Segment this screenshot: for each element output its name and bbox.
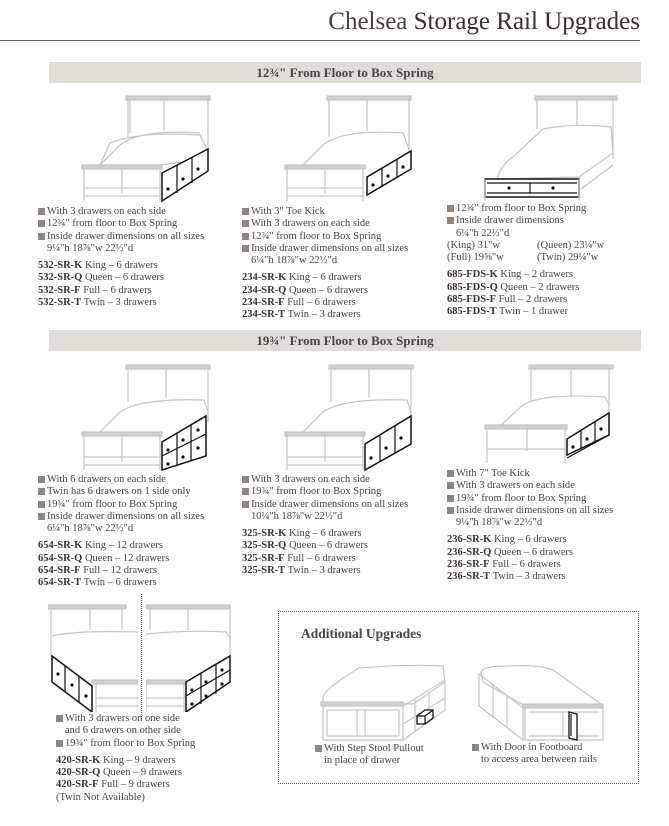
- model-code: 685-FDS-K: [447, 269, 498, 281]
- model-item: 532-SR-Q Queen – 6 drawers: [38, 272, 164, 284]
- bullet-square-icon: [56, 715, 63, 722]
- model-item: 532-SR-K King – 6 drawers: [38, 260, 158, 272]
- feature-item: 12¾" from floor to Box Spring: [38, 218, 204, 230]
- model-item: 685-FDS-T Twin – 1 drawer: [447, 306, 568, 318]
- model-code: 234-SR-F: [242, 297, 285, 309]
- split-divider: [141, 594, 142, 719]
- bullet-square-icon: [447, 482, 454, 489]
- product-236-details: [447, 468, 613, 584]
- feature-continuation: to access area between rails: [481, 754, 598, 766]
- page-title: [328, 8, 640, 36]
- bullet-square-icon: [242, 488, 249, 495]
- model-item: 685-FDS-Q Queen – 2 drawers: [447, 281, 580, 293]
- model-code: 420-SR-F: [56, 779, 99, 791]
- bed-illustration-236: [483, 355, 623, 465]
- model-item: 236-SR-K King – 6 drawers: [447, 534, 567, 546]
- title-main: Storage Rail Upgrades: [413, 8, 640, 35]
- product-685-details: [447, 203, 627, 319]
- bed-illustration-420-left: [48, 602, 138, 712]
- model-item: 420-SR-K King – 9 drawers: [56, 754, 176, 766]
- drawer-dimensions: 9¼"h 18⅞"w 22½"d: [456, 517, 543, 529]
- model-item: 325-SR-T Twin – 3 drawers: [242, 565, 361, 577]
- product-420-details: [56, 713, 195, 804]
- model-list: [242, 528, 408, 577]
- model-item: 236-SR-T Twin – 3 drawers: [447, 571, 566, 583]
- feature-item: With 6 drawers on each side: [38, 474, 204, 486]
- model-item: 654-SR-K King – 12 drawers: [38, 540, 163, 552]
- bullet-square-icon: [447, 507, 454, 514]
- title-divider: [0, 40, 640, 41]
- model-item: 685-FDS-F Full – 2 drawers: [447, 294, 568, 306]
- feature-continuation: in place of drawer: [324, 755, 401, 767]
- bullet-square-icon: [38, 513, 45, 520]
- feature-item: Twin has 6 drawers on 1 side only: [38, 486, 204, 498]
- model-code: 685-FDS-T: [447, 306, 497, 318]
- feature-item: Inside drawer dimensions on all sizes: [38, 231, 204, 243]
- model-code: 325-SR-T: [242, 565, 286, 577]
- footboard-door-illustration: [477, 662, 607, 742]
- bed-illustration-532: [80, 93, 220, 203]
- product-234-details: [242, 206, 408, 322]
- model-list: [56, 755, 195, 804]
- model-item: 325-SR-F Full – 6 drawers: [242, 552, 356, 564]
- model-list: [242, 272, 408, 321]
- feature-item: With 3 drawers on one side: [56, 713, 195, 725]
- model-item: 234-SR-F Full – 6 drawers: [242, 297, 356, 309]
- model-code: 654-SR-T: [38, 577, 82, 589]
- model-code: 234-SR-T: [242, 309, 286, 321]
- model-item: 532-SR-T Twin – 3 drawers: [38, 297, 157, 309]
- section-band-19-75: 19¾" From Floor to Box Spring: [49, 330, 641, 351]
- model-item: 654-SR-F Full – 12 drawers: [38, 565, 158, 577]
- title-brand: Chelsea: [328, 8, 408, 35]
- model-item: 234-SR-T Twin – 3 drawers: [242, 309, 361, 321]
- model-code: 532-SR-T: [38, 297, 82, 309]
- bullet-square-icon: [38, 220, 45, 227]
- bullet-square-icon: [447, 205, 454, 212]
- model-code: 654-SR-K: [38, 540, 83, 552]
- model-code: 532-SR-Q: [38, 272, 83, 284]
- model-code: 236-SR-Q: [447, 546, 492, 558]
- feature-item: With 3 drawers on each side: [242, 218, 408, 230]
- model-item: 532-SR-F Full – 6 drawers: [38, 284, 152, 296]
- feature-item: With Step Stool Pullout: [315, 743, 424, 755]
- feature-item: With 3 drawers on each side: [447, 480, 613, 492]
- model-list: [447, 269, 627, 318]
- bed-illustration-420-right: [146, 602, 236, 712]
- bullet-square-icon: [242, 476, 249, 483]
- model-code: 236-SR-T: [447, 571, 491, 583]
- feature-item: 19¾" from floor to Box Spring: [38, 499, 204, 511]
- bed-illustration-325: [283, 362, 423, 472]
- bullet-square-icon: [38, 208, 45, 215]
- bullet-square-icon: [242, 220, 249, 227]
- model-code: 532-SR-K: [38, 260, 83, 272]
- model-list: [38, 260, 204, 309]
- model-item: 654-SR-Q Queen – 12 drawers: [38, 552, 170, 564]
- model-code: 234-SR-K: [242, 272, 287, 284]
- feature-item: 19¾" from floor to Box Spring: [447, 493, 613, 505]
- drawer-dimensions: 6¼"h 18⅞"w 22½"d: [251, 255, 338, 267]
- feature-item: 12¾" from floor to Box Spring: [242, 231, 408, 243]
- bullet-square-icon: [447, 217, 454, 224]
- model-code: 325-SR-Q: [242, 540, 287, 552]
- product-654-details: [38, 474, 204, 590]
- width-row: (King) 31"w (Queen) 23¼"w: [447, 239, 605, 251]
- product-532-details: [38, 206, 204, 309]
- feature-item: 19¾" from floor to Box Spring: [242, 486, 408, 498]
- bullet-square-icon: [315, 745, 322, 752]
- model-item: 236-SR-F Full – 6 drawers: [447, 559, 561, 571]
- feature-item: 19¾" from floor to Box Spring: [56, 738, 195, 750]
- bullet-square-icon: [447, 495, 454, 502]
- model-item: 654-SR-T Twin – 6 drawers: [38, 577, 157, 589]
- step-stool-illustration: [319, 662, 449, 742]
- model-list: [447, 534, 613, 583]
- feature-item: Inside drawer dimensions on all sizes: [242, 243, 408, 255]
- bullet-square-icon: [447, 470, 454, 477]
- model-code: 654-SR-Q: [38, 552, 83, 564]
- step-stool-option: [315, 743, 424, 768]
- bullet-square-icon: [242, 501, 249, 508]
- bed-illustration-685: [483, 93, 623, 203]
- feature-item: With Door in Footboard: [472, 742, 597, 754]
- model-code: 236-SR-K: [447, 534, 492, 546]
- model-code: 236-SR-F: [447, 559, 490, 571]
- section-band-12-75: 12¾" From Floor to Box Spring: [49, 62, 641, 83]
- model-code: 234-SR-Q: [242, 284, 287, 296]
- model-code: 685-FDS-F: [447, 294, 496, 306]
- drawer-dimensions: 6¼"h 18⅞"w 22½"d: [47, 523, 134, 535]
- model-item: 420-SR-Q Queen – 9 drawers: [56, 767, 182, 779]
- feature-item: Inside drawer dimensions on all sizes: [242, 499, 408, 511]
- model-item: 420-SR-F Full – 9 drawers: [56, 779, 170, 791]
- feature-item: With 3" Toe Kick: [242, 206, 408, 218]
- bullet-square-icon: [242, 245, 249, 252]
- bullet-square-icon: [242, 208, 249, 215]
- model-code: 420-SR-K: [56, 754, 101, 766]
- feature-item: Inside drawer dimensions on all sizes: [38, 511, 204, 523]
- additional-upgrades-panel: [278, 611, 639, 784]
- model-code: 325-SR-K: [242, 528, 287, 540]
- bullet-square-icon: [38, 488, 45, 495]
- model-code: 685-FDS-Q: [447, 281, 498, 293]
- bullet-square-icon: [56, 740, 63, 747]
- bed-illustration-234: [283, 93, 423, 203]
- drawer-dimensions: 6¼"h 22½"d: [456, 227, 510, 239]
- feature-item: 12¾" from floor to Box Spring: [447, 203, 627, 215]
- width-row: (Full) 19⅝"w (Twin) 29¼"w: [447, 252, 599, 264]
- additional-upgrades-title: Additional Upgrades: [301, 626, 422, 641]
- model-item: 325-SR-Q Queen – 6 drawers: [242, 540, 368, 552]
- feature-item: With 7" Toe Kick: [447, 468, 613, 480]
- model-code: 532-SR-F: [38, 284, 81, 296]
- bullet-square-icon: [242, 233, 249, 240]
- availability-note: (Twin Not Available): [56, 791, 145, 803]
- bullet-square-icon: [472, 744, 479, 751]
- feature-item: With 3 drawers on each side: [38, 206, 204, 218]
- model-item: 236-SR-Q Queen – 6 drawers: [447, 546, 573, 558]
- model-code: 325-SR-F: [242, 552, 285, 564]
- feature-continuation: and 6 drawers on other side: [65, 725, 181, 737]
- model-code: 654-SR-F: [38, 565, 81, 577]
- model-item: 234-SR-K King – 6 drawers: [242, 272, 362, 284]
- feature-item: With 3 drawers on each side: [242, 474, 408, 486]
- bullet-square-icon: [38, 233, 45, 240]
- feature-item: Inside drawer dimensions on all sizes: [447, 505, 613, 517]
- model-item: 685-FDS-K King – 2 drawers: [447, 269, 573, 281]
- feature-item: Inside drawer dimensions: [447, 215, 627, 227]
- bed-illustration-654: [80, 362, 220, 472]
- model-item: 234-SR-Q Queen – 6 drawers: [242, 284, 368, 296]
- footboard-door-option: [472, 742, 597, 767]
- model-code: 420-SR-Q: [56, 767, 101, 779]
- drawer-dimensions: 10¼"h 18⅞"w 22½"d: [251, 510, 343, 522]
- drawer-dimensions: 9¼"h 18⅞"w 22½"d: [47, 242, 134, 254]
- product-325-details: [242, 474, 408, 577]
- model-item: 325-SR-K King – 6 drawers: [242, 528, 362, 540]
- bullet-square-icon: [38, 476, 45, 483]
- bullet-square-icon: [38, 501, 45, 508]
- model-list: [38, 540, 204, 589]
